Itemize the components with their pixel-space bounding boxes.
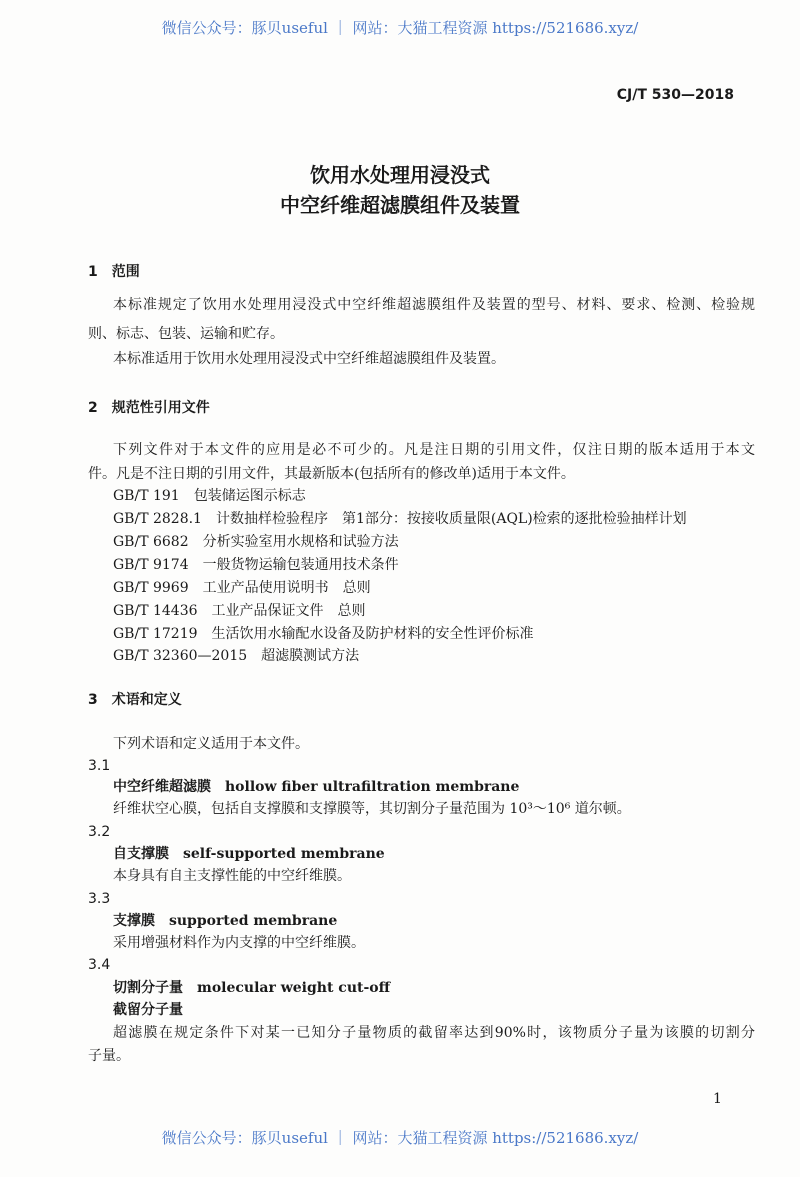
watermark-bottom: 微信公众号：豚贝useful ｜ 网站：大猫工程资源 https://521686.xyz/ bbox=[161, 1129, 639, 1147]
reference-item: GB/T 17219 生活饮用水输配水设备及防护材料的安全性评价标准 bbox=[113, 626, 534, 642]
reference-item: GB/T 9969 工业产品使用说明书 总则 bbox=[113, 580, 371, 596]
term-definition: 子量。 bbox=[88, 1048, 130, 1064]
term-name: 中空纤维超滤膜 hollow fiber ultrafiltration membrane bbox=[113, 779, 520, 795]
term-definition: 纤维状空心膜，包括自支撑膜和支撑膜等，其切割分子量范围为 10³～10⁶ 道尔顿。 bbox=[113, 801, 631, 817]
term-name: 切割分子量 molecular weight cut-off bbox=[113, 980, 391, 996]
page-number: 1 bbox=[713, 1091, 722, 1107]
paragraph: 下列术语和定义适用于本文件。 bbox=[113, 736, 309, 752]
paragraph: 则、标志、包装、运输和贮存。 bbox=[88, 326, 284, 342]
document-code: CJ/T 530—2018 bbox=[616, 87, 734, 103]
term-alt-name: 截留分子量 bbox=[113, 1002, 183, 1018]
term-number: 3.2 bbox=[88, 824, 111, 840]
term-name: 支撑膜 supported membrane bbox=[113, 913, 338, 929]
paragraph: 件。凡是不注日期的引用文件，其最新版本(包括所有的修改单)适用于本文件。 bbox=[88, 466, 575, 482]
reference-item: GB/T 14436 工业产品保证文件 总则 bbox=[113, 603, 366, 619]
section-2-heading: 2 规范性引用文件 bbox=[88, 400, 210, 416]
term-number: 3.4 bbox=[88, 957, 111, 973]
reference-item: GB/T 191 包装储运图示标志 bbox=[113, 488, 306, 504]
reference-item: GB/T 2828.1 计数抽样检验程序 第1部分：按接收质量限(AQL)检索的逐批检验抽样计划 bbox=[113, 511, 687, 527]
term-definition: 本身具有自主支撑性能的中空纤维膜。 bbox=[113, 868, 351, 884]
title-line-1: 饮用水处理用浸没式 bbox=[310, 163, 490, 187]
reference-item: GB/T 6682 分析实验室用水规格和试验方法 bbox=[113, 534, 399, 550]
term-number: 3.3 bbox=[88, 891, 111, 907]
title-line-2: 中空纤维超滤膜组件及装置 bbox=[280, 193, 520, 217]
term-number: 3.1 bbox=[88, 758, 111, 774]
section-1-heading: 1 范围 bbox=[88, 264, 140, 280]
reference-item: GB/T 32360—2015 超滤膜测试方法 bbox=[113, 648, 360, 664]
term-definition: 采用增强材料作为内支撑的中空纤维膜。 bbox=[113, 935, 365, 951]
watermark-top: 微信公众号：豚贝useful ｜ 网站：大猫工程资源 https://521686.xyz/ bbox=[161, 19, 639, 37]
term-definition: 超滤膜在规定条件下对某一已知分子量物质的截留率达到90%时，该物质分子量为该膜的切割分 bbox=[113, 1025, 755, 1041]
reference-item: GB/T 9174 一般货物运输包装通用技术条件 bbox=[113, 557, 399, 573]
paragraph: 本标准适用于饮用水处理用浸没式中空纤维超滤膜组件及装置。 bbox=[113, 351, 505, 367]
paragraph: 下列文件对于本文件的应用是必不可少的。凡是注日期的引用文件，仅注日期的版本适用于本文 bbox=[113, 442, 755, 458]
paragraph: 本标准规定了饮用水处理用浸没式中空纤维超滤膜组件及装置的型号、材料、要求、检测、检验规 bbox=[113, 297, 755, 313]
section-3-heading: 3 术语和定义 bbox=[88, 692, 182, 708]
term-name: 自支撑膜 self-supported membrane bbox=[113, 846, 385, 862]
